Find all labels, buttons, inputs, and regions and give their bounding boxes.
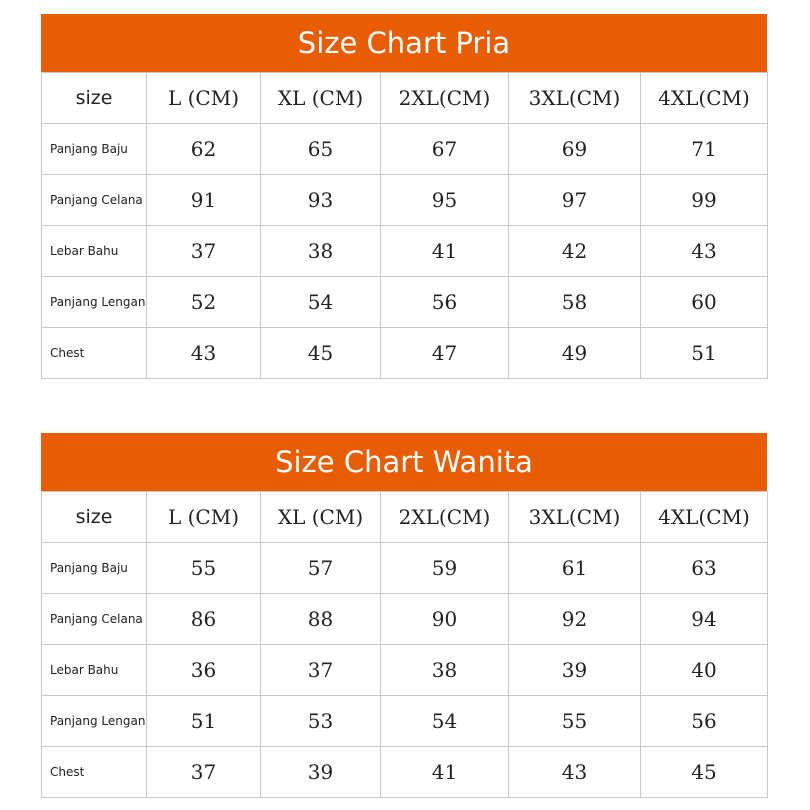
value-cell: 57 xyxy=(261,543,381,594)
table-row xyxy=(42,645,768,696)
table-row xyxy=(42,226,768,277)
value-cell: 93 xyxy=(261,175,381,226)
value-cell: 45 xyxy=(641,747,768,798)
value-cell: 45 xyxy=(261,328,381,379)
row-label: Panjang Baju xyxy=(42,543,147,594)
value-cell: 38 xyxy=(261,226,381,277)
row-label: Panjang Lengan xyxy=(42,696,147,747)
header-cell-2xl: 2XL(CM) xyxy=(381,492,509,543)
header-row xyxy=(42,492,768,543)
value-cell: 39 xyxy=(509,645,641,696)
value-cell: 65 xyxy=(261,124,381,175)
value-cell: 37 xyxy=(147,226,261,277)
row-label: Lebar Bahu xyxy=(42,226,147,277)
row-label: Lebar Bahu xyxy=(42,645,147,696)
value-cell: 63 xyxy=(641,543,768,594)
value-cell: 91 xyxy=(147,175,261,226)
value-cell: 47 xyxy=(381,328,509,379)
value-cell: 43 xyxy=(147,328,261,379)
value-cell: 92 xyxy=(509,594,641,645)
value-cell: 69 xyxy=(509,124,641,175)
header-cell-size: size xyxy=(42,492,147,543)
value-cell: 38 xyxy=(381,645,509,696)
value-cell: 43 xyxy=(509,747,641,798)
value-cell: 51 xyxy=(147,696,261,747)
value-cell: 71 xyxy=(641,124,768,175)
value-cell: 36 xyxy=(147,645,261,696)
row-label: Chest xyxy=(42,328,147,379)
value-cell: 54 xyxy=(261,277,381,328)
value-cell: 49 xyxy=(509,328,641,379)
table-row xyxy=(42,747,768,798)
table-row xyxy=(42,328,768,379)
value-cell: 61 xyxy=(509,543,641,594)
value-cell: 43 xyxy=(641,226,768,277)
header-cell-l: L (CM) xyxy=(147,73,261,124)
row-label: Panjang Celana xyxy=(42,594,147,645)
header-cell-size: size xyxy=(42,73,147,124)
row-label: Panjang Celana xyxy=(42,175,147,226)
value-cell: 40 xyxy=(641,645,768,696)
value-cell: 97 xyxy=(509,175,641,226)
size-chart-pria xyxy=(41,14,767,379)
header-cell-4xl: 4XL(CM) xyxy=(641,73,768,124)
row-label: Chest xyxy=(42,747,147,798)
header-cell-3xl: 3XL(CM) xyxy=(509,73,641,124)
header-cell-l: L (CM) xyxy=(147,492,261,543)
table-row xyxy=(42,543,768,594)
size-table xyxy=(41,72,768,379)
value-cell: 99 xyxy=(641,175,768,226)
value-cell: 56 xyxy=(641,696,768,747)
header-cell-xl: XL (CM) xyxy=(261,492,381,543)
value-cell: 52 xyxy=(147,277,261,328)
value-cell: 95 xyxy=(381,175,509,226)
size-table xyxy=(41,491,768,798)
header-cell-xl: XL (CM) xyxy=(261,73,381,124)
row-label: Panjang Baju xyxy=(42,124,147,175)
value-cell: 41 xyxy=(381,747,509,798)
value-cell: 41 xyxy=(381,226,509,277)
table-row xyxy=(42,124,768,175)
value-cell: 37 xyxy=(261,645,381,696)
value-cell: 90 xyxy=(381,594,509,645)
header-cell-4xl: 4XL(CM) xyxy=(641,492,768,543)
value-cell: 53 xyxy=(261,696,381,747)
size-chart-wanita xyxy=(41,433,767,798)
chart-title: Size Chart Pria xyxy=(41,14,767,72)
value-cell: 86 xyxy=(147,594,261,645)
value-cell: 55 xyxy=(509,696,641,747)
row-label: Panjang Lengan xyxy=(42,277,147,328)
value-cell: 62 xyxy=(147,124,261,175)
value-cell: 54 xyxy=(381,696,509,747)
value-cell: 37 xyxy=(147,747,261,798)
value-cell: 67 xyxy=(381,124,509,175)
value-cell: 42 xyxy=(509,226,641,277)
table-row xyxy=(42,594,768,645)
value-cell: 51 xyxy=(641,328,768,379)
header-cell-2xl: 2XL(CM) xyxy=(381,73,509,124)
table-row xyxy=(42,277,768,328)
value-cell: 59 xyxy=(381,543,509,594)
value-cell: 39 xyxy=(261,747,381,798)
header-cell-3xl: 3XL(CM) xyxy=(509,492,641,543)
value-cell: 88 xyxy=(261,594,381,645)
value-cell: 55 xyxy=(147,543,261,594)
table-row xyxy=(42,175,768,226)
value-cell: 58 xyxy=(509,277,641,328)
value-cell: 60 xyxy=(641,277,768,328)
value-cell: 94 xyxy=(641,594,768,645)
chart-title: Size Chart Wanita xyxy=(41,433,767,491)
header-row xyxy=(42,73,768,124)
value-cell: 56 xyxy=(381,277,509,328)
table-row xyxy=(42,696,768,747)
